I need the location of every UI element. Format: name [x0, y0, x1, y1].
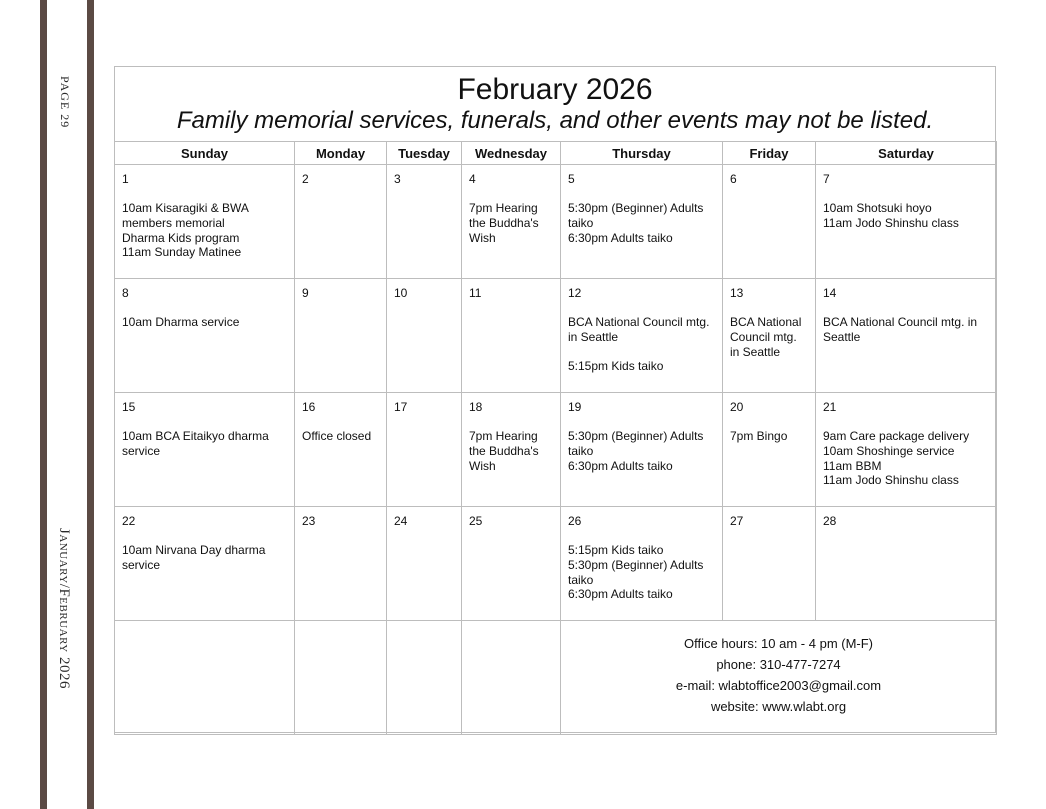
calendar	[114, 66, 996, 733]
weekday-header: Thursday	[561, 142, 723, 165]
day-cell	[387, 279, 462, 393]
week-row	[115, 279, 997, 393]
day-cell	[295, 165, 387, 279]
day-cell	[723, 393, 816, 507]
weekday-header: Saturday	[816, 142, 997, 165]
event-item: Office closed	[302, 429, 372, 443]
day-number: 15	[122, 400, 136, 414]
day-number: 1	[122, 172, 129, 186]
day-number: 27	[730, 514, 744, 528]
office-hours: Office hours: 10 am - 4 pm (M-F)	[683, 636, 874, 651]
day-number: 21	[823, 400, 837, 414]
weekday-header-row	[115, 142, 997, 165]
day-number: 28	[823, 514, 837, 528]
day-number: 25	[469, 514, 483, 528]
day-number: 5	[568, 172, 575, 186]
day-cell	[816, 279, 997, 393]
day-cell	[387, 393, 462, 507]
event-item: 5:30pm (Beginner) Adults taiko	[568, 557, 704, 587]
day-cell	[561, 279, 723, 393]
page-border-left	[40, 0, 47, 809]
event-item: 10am Dharma service	[122, 315, 240, 329]
office-website[interactable]: website: www.wlabt.org	[710, 699, 847, 714]
day-number: 23	[302, 514, 316, 528]
day-number: 8	[122, 286, 129, 300]
calendar-grid	[114, 141, 997, 735]
day-cell	[115, 393, 295, 507]
weekday-header: Monday	[295, 142, 387, 165]
day-number: 17	[394, 400, 408, 414]
day-number: 7	[823, 172, 830, 186]
day-cell	[387, 165, 462, 279]
empty-cell	[115, 621, 295, 735]
day-number: 24	[394, 514, 408, 528]
day-cell	[295, 507, 387, 621]
office-info-cell	[561, 621, 997, 735]
day-number: 14	[823, 286, 837, 300]
day-number: 6	[730, 172, 737, 186]
event-item: Dharma Kids program	[122, 230, 240, 245]
day-cell	[561, 165, 723, 279]
page-number: PAGE 29	[58, 76, 72, 129]
event-item: 10am BCA Eitaikyo dharma service	[122, 429, 269, 458]
day-cell	[295, 393, 387, 507]
event-item: 11am Sunday Matinee	[122, 245, 242, 260]
day-cell	[561, 393, 723, 507]
event-item: 11am Jodo Shinshu class	[823, 473, 959, 488]
event-item: 7pm Bingo	[730, 429, 788, 443]
week-row	[115, 165, 997, 279]
day-number: 19	[568, 400, 582, 414]
event-item: 7pm Hearing the Buddha's Wish	[469, 201, 539, 245]
event-item: 10am Nirvana Day dharma service	[122, 543, 266, 572]
weekday-header: Friday	[723, 142, 816, 165]
day-number: 2	[302, 172, 309, 186]
day-cell	[816, 507, 997, 621]
week-row	[115, 507, 997, 621]
day-cell	[816, 393, 997, 507]
calendar-header	[115, 67, 995, 142]
week-row	[115, 393, 997, 507]
day-cell	[462, 279, 561, 393]
day-cell	[561, 507, 723, 621]
day-cell	[115, 279, 295, 393]
day-cell	[462, 507, 561, 621]
empty-cell	[387, 621, 462, 735]
issue-label: January/February 2026	[56, 528, 72, 690]
day-cell	[462, 165, 561, 279]
event-item: 5:15pm Kids taiko	[568, 359, 664, 374]
event-item: 7pm Hearing the Buddha's Wish	[469, 429, 539, 473]
office-email[interactable]: e-mail: wlabtoffice2003@gmail.com	[675, 678, 882, 693]
event-item: 6:30pm Adults taiko	[568, 230, 673, 245]
event-item: 10am Kisaragiki & BWA members memorial	[122, 201, 249, 230]
event-item: 9am Care package delivery	[823, 429, 970, 443]
office-phone: phone: 310-477-7274	[716, 657, 841, 672]
day-cell	[462, 393, 561, 507]
day-number: 11	[469, 286, 482, 300]
day-number: 22	[122, 514, 136, 528]
day-number: 16	[302, 400, 316, 414]
event-item: 5:30pm (Beginner) Adults taiko	[568, 429, 704, 458]
calendar-title: February 2026	[457, 73, 653, 106]
weekday-header: Sunday	[115, 142, 295, 165]
event-item: BCA National Council mtg. in Seattle	[730, 315, 802, 359]
event-item: 10am Shoshinge service	[823, 443, 955, 458]
day-number: 9	[302, 286, 309, 300]
day-number: 20	[730, 400, 744, 414]
day-cell	[115, 507, 295, 621]
day-number: 4	[469, 172, 476, 186]
weekday-header: Wednesday	[462, 142, 561, 165]
empty-cell	[462, 621, 561, 735]
weekday-header: Tuesday	[387, 142, 462, 165]
day-cell	[115, 165, 295, 279]
day-cell	[723, 279, 816, 393]
event-item: 5:15pm Kids taiko	[568, 543, 664, 557]
day-cell	[816, 165, 997, 279]
calendar-weeks	[115, 165, 997, 621]
day-number: 26	[568, 514, 582, 528]
day-cell	[723, 507, 816, 621]
day-cell	[723, 165, 816, 279]
event-item: 5:30pm (Beginner) Adults taiko	[568, 201, 704, 230]
day-number: 3	[394, 172, 401, 186]
event-item: 10am Shotsuki hoyo	[823, 201, 932, 215]
day-cell	[387, 507, 462, 621]
empty-cell	[295, 621, 387, 735]
page-border-inner	[87, 0, 94, 809]
office-info	[561, 621, 996, 717]
day-number: 13	[730, 286, 744, 300]
event-item: BCA National Council mtg. in Seattle	[568, 315, 710, 344]
day-cell	[295, 279, 387, 393]
event-item: 11am Jodo Shinshu class	[823, 215, 959, 230]
day-number: 12	[568, 286, 582, 300]
event-item: 6:30pm Adults taiko	[568, 587, 673, 602]
calendar-subtitle: Family memorial services, funerals, and other events may not be listed.	[176, 107, 934, 134]
event-item: 6:30pm Adults taiko	[568, 458, 673, 473]
event-spacer	[568, 345, 716, 360]
footer-row	[115, 621, 997, 735]
day-number: 10	[394, 286, 408, 300]
event-item: BCA National Council mtg. in Seattle	[823, 315, 978, 344]
event-item: 11am BBM	[823, 458, 882, 473]
day-number: 18	[469, 400, 483, 414]
